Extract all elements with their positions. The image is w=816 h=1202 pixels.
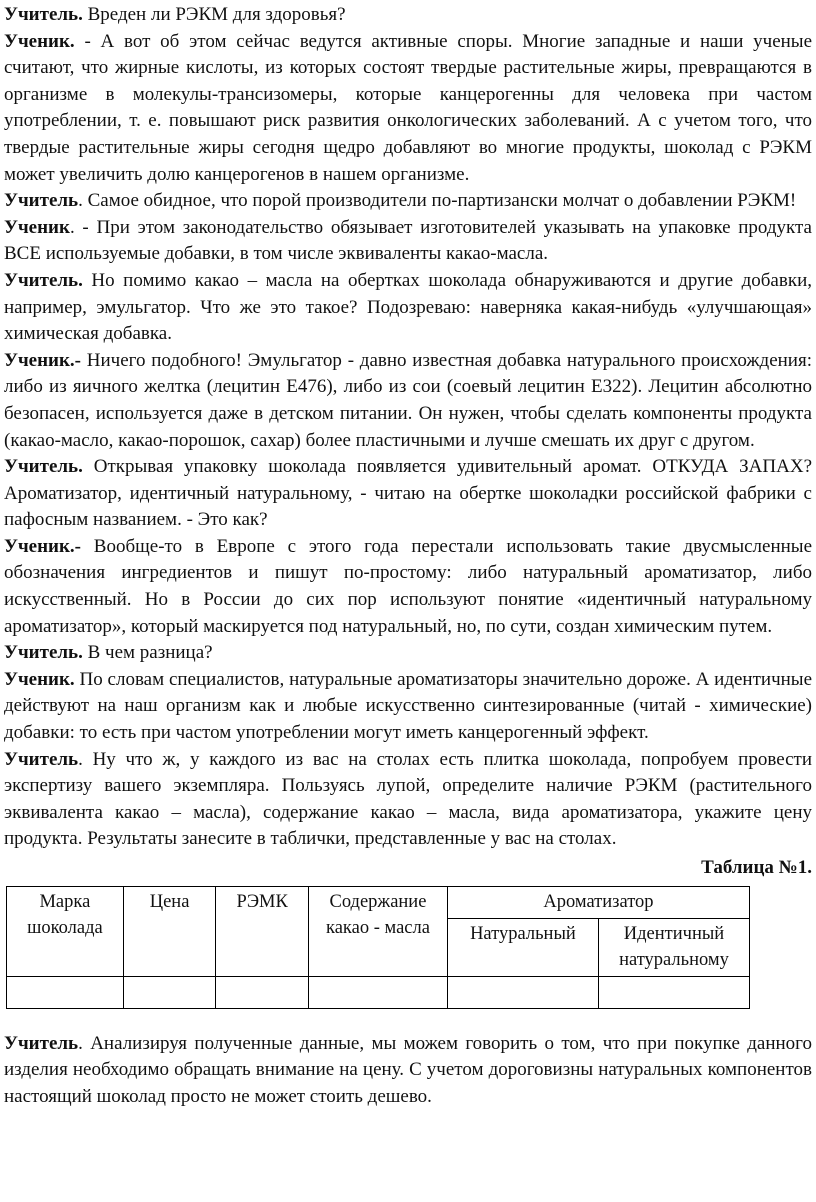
table-cell	[123, 976, 216, 1008]
line-text: В чем разница?	[82, 642, 213, 664]
line-text: . - При этом законодательство обязывает изготовителей указывать на упаковке продукта ВСЕ используемые добавки, в том числе эквиваленты какао-масла.	[4, 216, 812, 265]
dialogue-line	[4, 2, 812, 29]
table-cell	[598, 976, 749, 1008]
table-header-row	[7, 886, 750, 918]
dialogue-line	[4, 454, 812, 534]
speaker-label: Ученик	[4, 216, 70, 238]
line-text: По словам специалистов, натуральные ароматизаторы значительно дороже. А идентичные действуют на наш организм как и любые искусственно синтезированные (читай - химические) добавки: то есть при частом употреблении могут иметь канцерогенный эффект.	[4, 668, 812, 744]
table-cell	[447, 976, 598, 1008]
speaker-label: Ученик.-	[4, 535, 82, 557]
dialogue-line	[4, 29, 812, 189]
table-cell	[216, 976, 309, 1008]
speaker-label: Ученик.	[4, 30, 75, 52]
dialogue-line	[4, 268, 812, 348]
line-text: Открывая упаковку шоколада появляется удивительный аромат. ОТКУДА ЗАПАХ? Ароматизатор, идентичный натуральному, - читаю на обертке шоколадки российской фабрики с пафосным названием. - Это как?	[4, 456, 812, 531]
header-flavor: Ароматизатор	[447, 886, 749, 918]
dialogue-line	[4, 534, 812, 640]
line-text: Вреден ли РЭКМ для здоровья?	[82, 4, 346, 25]
dialogue-line	[4, 667, 812, 747]
header-price: Цена	[123, 886, 216, 976]
table-row	[7, 976, 750, 1008]
table-cell	[7, 976, 124, 1008]
line-text: Вообще-то в Европе с этого года перестали использовать такие двусмысленные обозначения ингредиентов и пишут по-простому: либо натуральный ароматизатор, либо искусственный. Но в России до сих пор используют понятие «идентичный натуральному ароматизатор», который маскируется под натуральный, но, по сути, создан химическим путем.	[4, 535, 812, 637]
speaker-label: Учитель.	[4, 456, 83, 478]
speaker-label: Учитель	[4, 1032, 79, 1054]
speaker-label: Учитель.	[4, 4, 83, 25]
dialogue-line	[4, 747, 812, 853]
header-cocoa: Содержание какао - масла	[309, 886, 448, 976]
line-text: Но помимо какао – масла на обертках шоколада обнаруживаются и другие добавки, например, эмульгатор. Что же это такое? Подозреваю: наверняка какая-нибудь «улучшающая» химическая добавка.	[4, 269, 812, 345]
closing-line	[4, 1031, 812, 1111]
line-text: . Ну что ж, у каждого из вас на столах есть плитка шоколада, попробуем провести экспертизу вашего экземпляра. Пользуясь лупой, определите наличие РЭКМ (растительного эквивалента какао – масла), содержание какао – масла, вида ароматизатора, укажите цену продукта. Результаты занесите в таблички, представленные у вас на столах.	[4, 748, 812, 850]
dialogue-line	[4, 348, 812, 454]
speaker-label: Ученик.	[4, 668, 75, 690]
speaker-label: Учитель	[4, 190, 79, 212]
dialogue-line	[4, 640, 812, 667]
line-text: Ничего подобного! Эмульгатор - давно известная добавка натурального происхождения: либо из яичного желтка (лецитин Е476), либо из сои (соевый лецитин Е322). Лецитин абсолютно безопасен, используется даже в детском питании. Он нужен, чтобы сделать компоненты продукта (какао-масло, какао-порошок, сахар) более пластичными и лучше смешать их друг с другом.	[4, 349, 812, 451]
line-text: . Анализируя полученные данные, мы можем говорить о том, что при покупке данного изделия необходимо обращать внимание на цену. С учетом дороговизны натуральных компонентов настоящий шоколад просто не может стоить дешево.	[4, 1032, 812, 1107]
header-natural: Натуральный	[447, 918, 598, 976]
header-rekm: РЭМК	[216, 886, 309, 976]
dialogue-line	[4, 188, 812, 215]
speaker-label: Учитель.	[4, 642, 83, 664]
table-cell	[309, 976, 448, 1008]
line-text: - А вот об этом сейчас ведутся активные споры. Многие западные и наши ученые считают, что жирные кислоты, из которых состоят твердые растительные жиры, превращаются в организме в молекулы-трансизомеры, которые канцерогенны для человека при частом употреблении, т. е. повышают риск развития онкологических заболеваний. А с учетом того, что твердые растительные жиры сегодня щедро добавляют во многие продукты, шоколад с РЭКМ может увеличить долю канцерогенов в нашем организме.	[4, 30, 812, 185]
results-table	[6, 886, 750, 1009]
table-caption: Таблица №1.	[701, 857, 812, 878]
header-brand: Марка шоколада	[7, 886, 124, 976]
speaker-label: Ученик.-	[4, 349, 82, 371]
header-identical: Идентичный натуральному	[598, 918, 749, 976]
speaker-label: Учитель.	[4, 269, 83, 291]
dialogue-line	[4, 215, 812, 268]
speaker-label: Учитель	[4, 748, 79, 770]
line-text: . Самое обидное, что порой производители по-партизански молчат о добавлении РЭКМ!	[78, 190, 797, 212]
